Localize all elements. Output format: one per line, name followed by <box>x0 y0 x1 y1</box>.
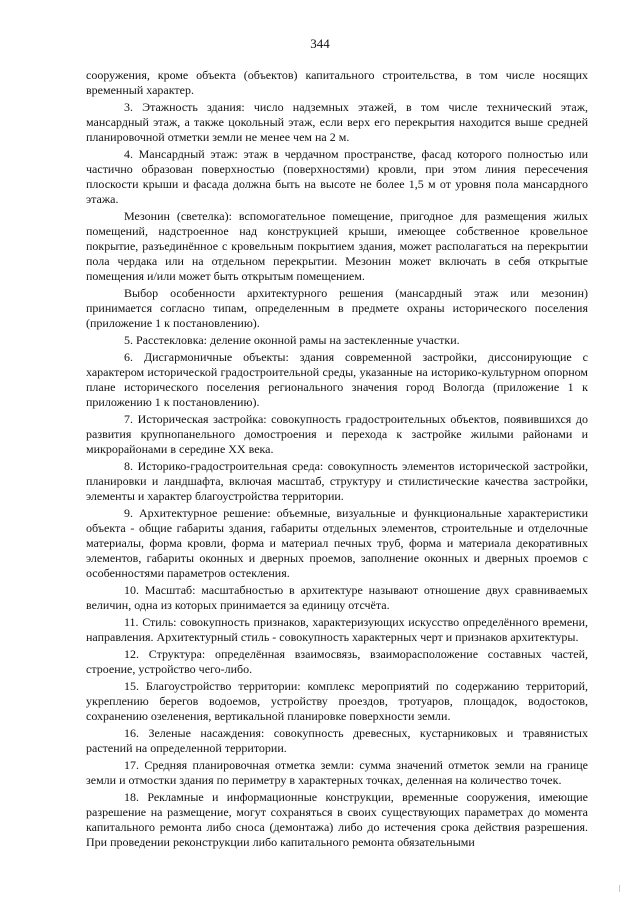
paragraph-17-ground-level: 17. Средняя планировочная отметка земли: сумма значений отметок земли на границе земли и отмостки здания по периметру в характерных точках, деленная на количество точек. <box>86 758 588 787</box>
paragraph-9-architectural-solution: 9. Архитектурное решение: объемные, визуальные и функциональные характеристики объекта - общие габариты здания, габариты отдельных элементов, строительные и отделочные материалы, форма кровли, форма и материал печных труб, форма и материала декоративных элементов, габариты оконных и дверных проемов, заполнение оконных и дверных проемов с особенностями параметров остекления. <box>86 506 588 580</box>
paragraph-architectural-choice: Выбор особенности архитектурного решения (мансардный этаж или мезонин) принимается согласно типам, определенным в предмете охраны исторического поселения (приложение 1 к постановлению). <box>86 286 588 330</box>
paragraph-8-urban-environment: 8. Историко-градостроительная среда: совокупность элементов исторической застройки, планировки и ландшафта, включая масштаб, структуру и стилистические качества застройки, элементы и характер благоустройства территории. <box>86 459 588 503</box>
paragraph-11-style: 11. Стиль: совокупность признаков, характеризующих искусство определённого времени, направления. Архитектурный стиль - совокупность характерных черт и признаков архитектуры. <box>86 615 588 644</box>
paragraph-16-green-spaces: 16. Зеленые насаждения: совокупность древесных, кустарниковых и травянистых растений на определенной территории. <box>86 726 588 755</box>
paragraph-5-glazing: 5. Расстекловка: деление оконной рамы на застекленные участки. <box>124 333 460 347</box>
paragraph-mezzanine: Мезонин (светелка): вспомогательное помещение, пригодное для размещения жилых помещений, надстроенное над конструкцией крыши, имеющее собственное кровельное покрытие, разъединённое с кровельным покрытием здания, может располагаться на перекрытии пола чердака или на отдельном перекрытии. Мезонин может включать в себя открытые помещения и/или может быть открытым помещением. <box>86 209 588 283</box>
scan-edge-mark <box>619 885 620 892</box>
paragraph-4-mansard-floor: 4. Мансардный этаж: этаж в чердачном пространстве, фасад которого полностью или частично образован поверхностью (поверхностями) кровли, при этом линия пересечения плоскости крыши и фасада должна быть на высоте не более 1,5 м от уровня пола мансардного этажа. <box>86 147 588 206</box>
page-number: 344 <box>310 36 330 51</box>
paragraph-continuation: сооружения, кроме объекта (объектов) капитального строительства, в том числе носящих временный характер. <box>86 68 588 97</box>
paragraph-18-advertising-structures: 18. Рекламные и информационные конструкции, временные сооружения, имеющие разрешение на размещение, могут сохраняться в своих существующих параметрах до момента капитального ремонта либо сноса (демонтажа) либо до истечения срока действия разрешения. При проведении реконструкции либо капитального ремонта обязательными <box>86 790 588 849</box>
document-body <box>86 68 588 852</box>
paragraph-12-structure: 12. Структура: определённая взаимосвязь, взаиморасположение составных частей, строение, устройство чего-либо. <box>86 647 588 676</box>
paragraph-15-landscaping: 15. Благоустройство территории: комплекс мероприятий по содержанию территорий, укреплению берегов водоемов, устройству проездов, тротуаров, площадок, водостоков, сохранению озеленения, вертикальной планировке поверхности земли. <box>86 679 588 723</box>
paragraph-7-historic-buildings: 7. Историческая застройка: совокупность градостроительных объектов, появившихся до развития крупнопанельного домостроения и перехода к застройке жилыми районами и микрорайонами в середине XX века. <box>86 412 588 456</box>
paragraph-10-scale: 10. Масштаб: масштабностью в архитектуре называют отношение двух сравниваемых величин, одна из которых принимается за единицу отсчёта. <box>86 583 588 612</box>
paragraph-6-disharmonious-objects: 6. Дисгармоничные объекты: здания современной застройки, диссонирующие с характером исторической градостроительной среды, указанные на историко-культурном опорном плане исторического поселения регионального значения город Вологда (приложение 1 к приложению 1 к постановлению). <box>86 350 588 409</box>
paragraph-3-floor-count: 3. Этажность здания: число надземных этажей, в том числе технический этаж, мансардный этаж, а также цокольный этаж, если верх его перекрытия находится выше средней планировочной отметки земли не менее чем на 2 м. <box>86 100 588 144</box>
